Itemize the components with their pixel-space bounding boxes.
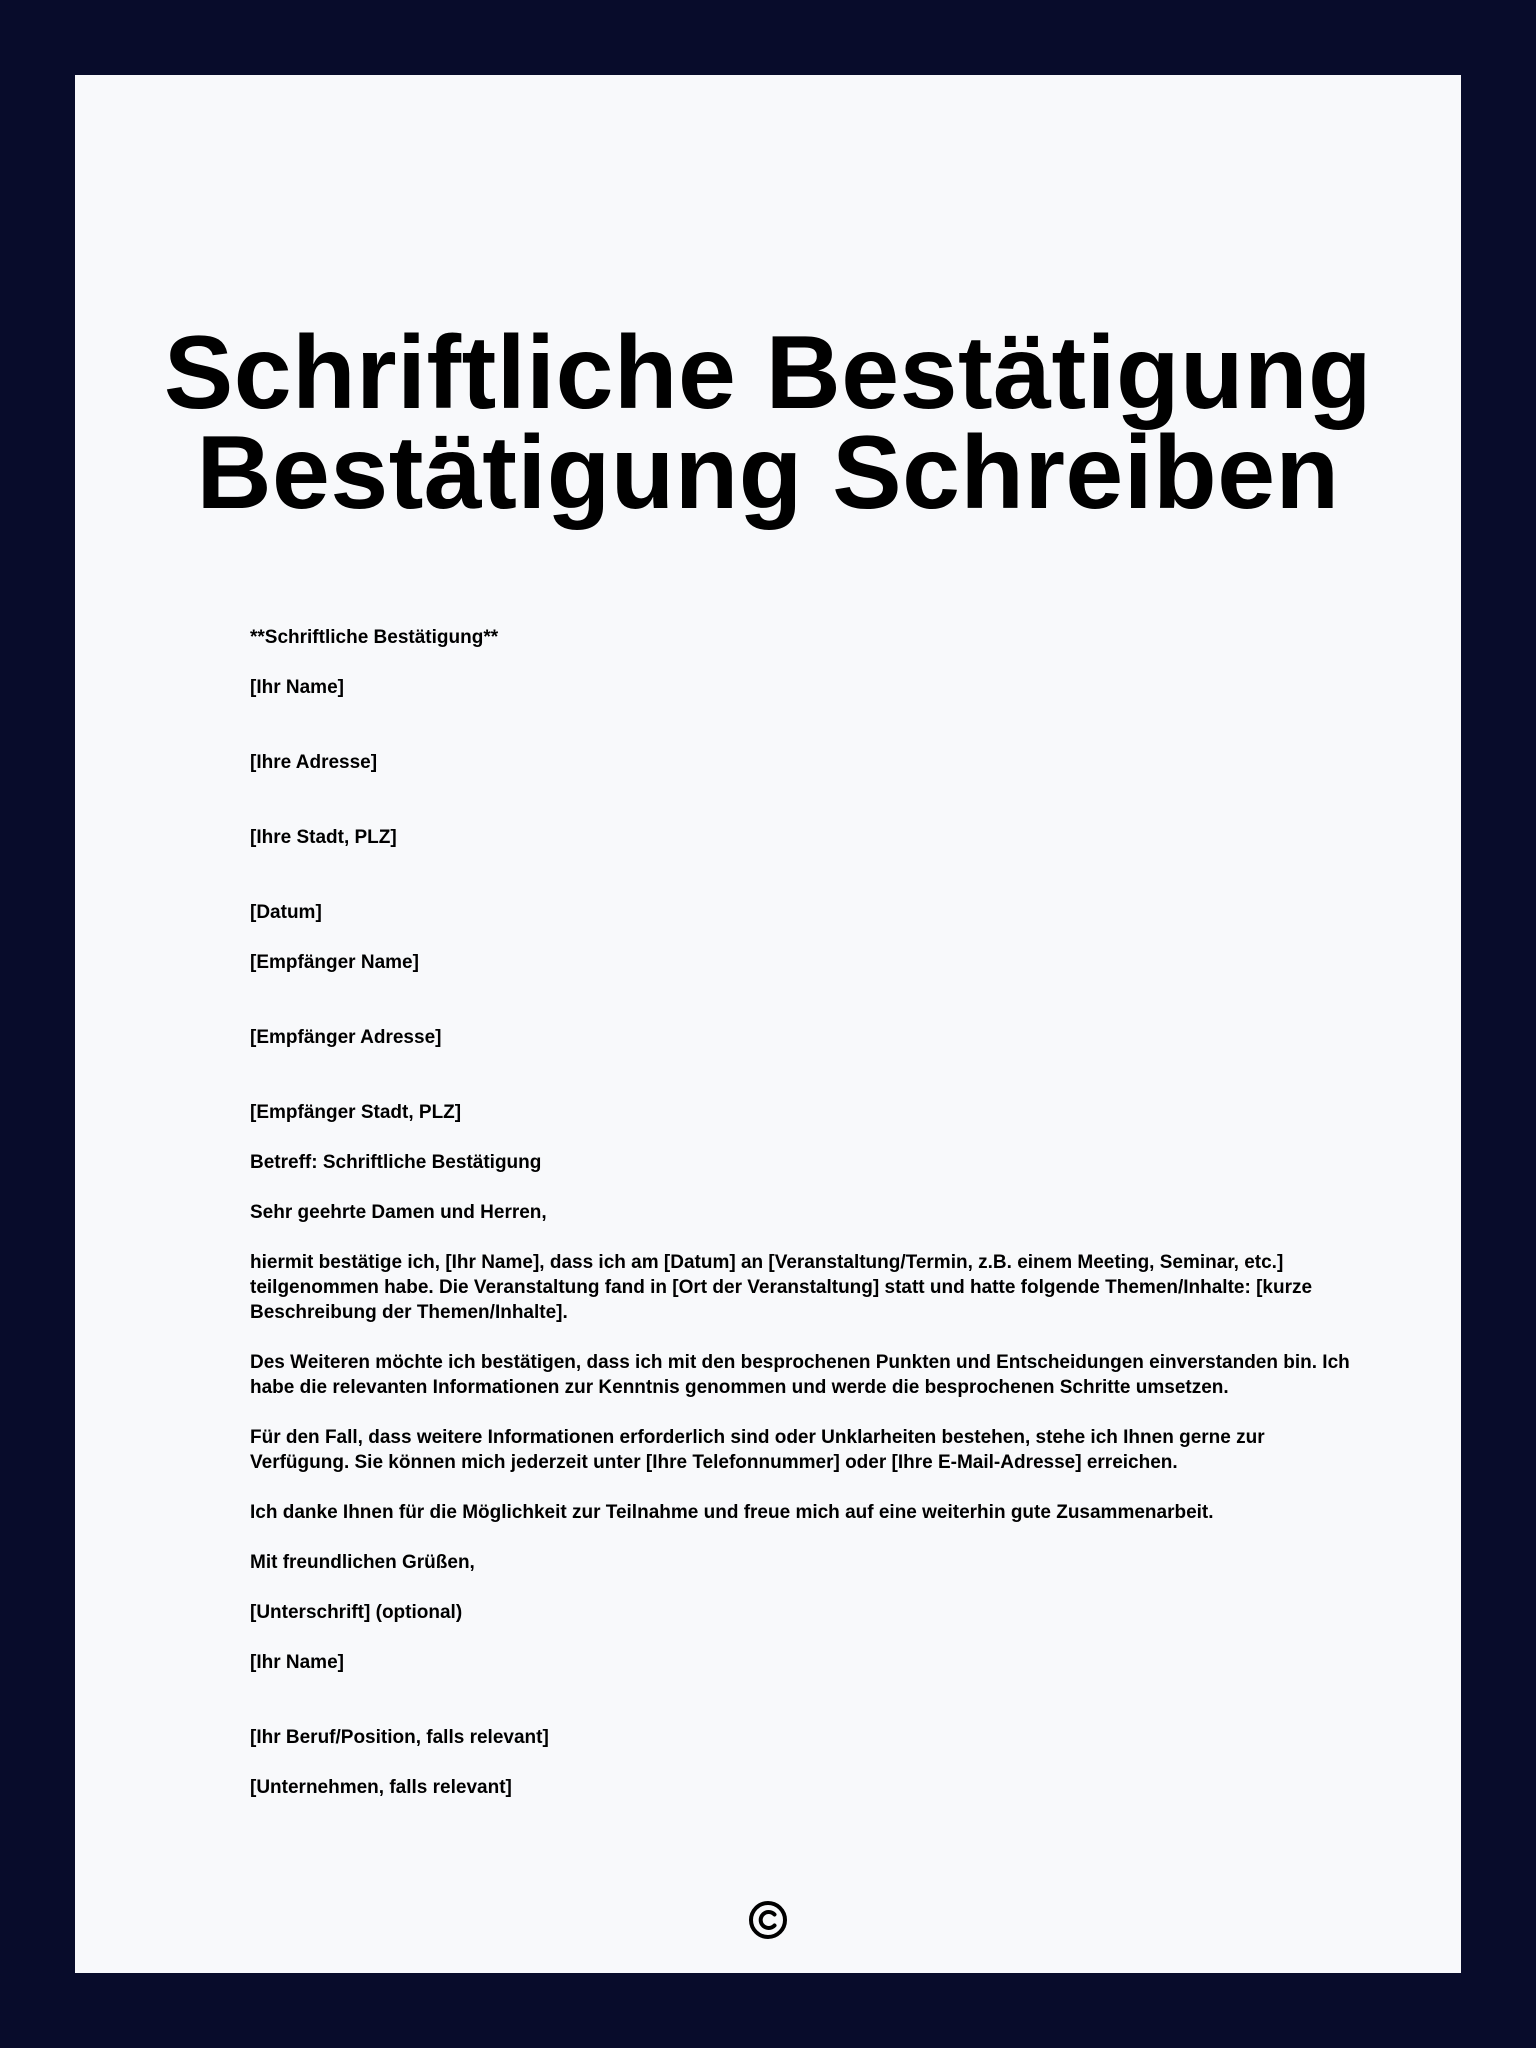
letter-body (250, 625, 1360, 1800)
recipient-address: [Empfänger Adresse] (250, 1027, 442, 1048)
signer-company: [Unternehmen, falls relevant] (250, 1777, 512, 1798)
letter-heading: **Schriftliche Bestätigung** (250, 627, 499, 648)
signer-position: [Ihr Beruf/Position, falls relevant] (250, 1727, 549, 1748)
signer-name: [Ihr Name] (250, 1652, 344, 1673)
copyright-icon (748, 1900, 788, 1940)
document-title (75, 315, 1461, 531)
title-line-1: Schriftliche Bestätigung (163, 315, 1373, 431)
letter-paragraph-1: hiermit bestätige ich, [Ihr Name], dass ich am [Datum] an [Veranstaltung/Termin, z.B. einem Meeting, Seminar, etc.] teilgenommen habe. Die Veranstaltung fand in [Ort der Veranstaltung] statt und hatte folgende Themen/Inhalte: [kurze Beschreibung der Themen/Inhalte]. (250, 1252, 1318, 1323)
letter-paragraph-3: Für den Fall, dass weitere Informationen erforderlich sind oder Unklarheiten bestehen, stehe ich Ihnen gerne zur Verfügung. Sie können mich jederzeit unter [Ihre Telefonnummer] oder [Ihre E-Mail-Adresse] erreichen. (250, 1427, 1270, 1473)
letter-closing: Mit freundlichen Grüßen, (250, 1552, 475, 1573)
title-line-2: Bestätigung Schreiben (196, 415, 1340, 531)
sender-name: [Ihr Name] (250, 677, 344, 698)
recipient-city: [Empfänger Stadt, PLZ] (250, 1102, 462, 1123)
letter-date: [Datum] (250, 902, 322, 923)
letter-subject: Betreff: Schriftliche Bestätigung (250, 1152, 542, 1173)
letter-signature: [Unterschrift] (optional) (250, 1602, 463, 1623)
sender-city: [Ihre Stadt, PLZ] (250, 827, 397, 848)
document-page (75, 75, 1461, 1973)
letter-paragraph-4: Ich danke Ihnen für die Möglichkeit zur Teilnahme und freue mich auf eine weiterhin gute Zusammenarbeit. (250, 1502, 1214, 1523)
letter-paragraph-2: Des Weiteren möchte ich bestätigen, dass ich mit den besprochenen Punkten und Entscheidungen einverstanden bin. Ich habe die relevanten Informationen zur Kenntnis genommen und werde die besprochenen Schritte umsetzen. (250, 1352, 1356, 1398)
copyright-footer (75, 1900, 1461, 1945)
recipient-name: [Empfänger Name] (250, 952, 419, 973)
letter-salutation: Sehr geehrte Damen und Herren, (250, 1202, 547, 1223)
sender-address: [Ihre Adresse] (250, 752, 378, 773)
